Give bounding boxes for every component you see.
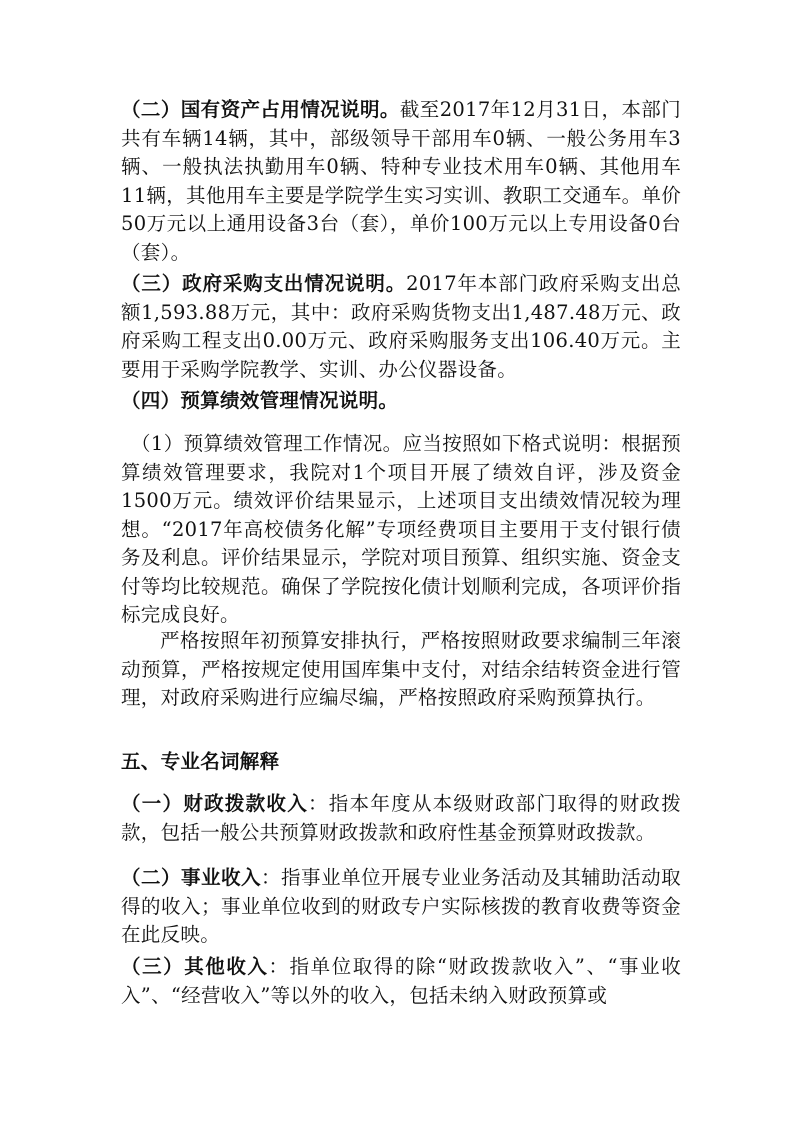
term-3-body: ：指单位取得的除“财政拨款收入”、“事业收入”、“经营收入”等以外的收入，包括未纳入财政预算或 xyxy=(121,955,681,1007)
assets-title: （二）国有资产占用情况说明。 xyxy=(121,98,400,121)
performance-heading: （四）预算绩效管理情况说明。 xyxy=(121,389,399,412)
term-2-title: （二）事业收入 xyxy=(121,866,262,889)
term-business-income xyxy=(121,864,681,950)
performance-paragraph-2: 严格按照年初预算安排执行，严格按照财政要求编制三年滚动预算，严格按规定使用国库集中支付，对结余结转资金进行管理，对政府采购进行应编尽编，严格按照政府采购预算执行。 xyxy=(121,629,681,709)
assets-body: 截至2017年12月31日，本部门共有车辆14辆，其中，部级领导干部用车0辆、一般公务用车3辆、一般执法执勤用车0辆、特种专业技术用车0辆、其他用车11辆，其他用车主要是学院学生实习实训、教职工交通车。单价50万元以上通用设备3台（套），单价100万元以上专用设备0台（套）。 xyxy=(121,98,682,264)
assets-paragraph xyxy=(121,96,681,267)
term-1-title: （一）财政拨款收入 xyxy=(121,792,308,815)
term-2-body: ：指事业单位开展专业业务活动及其辅助活动取得的收入；事业单位收到的财政专户实际核拨的教育收费等资金在此反映。 xyxy=(121,866,681,946)
term-1-body: ：指本年度从本级财政部门取得的财政拨款，包括一般公共预算财政拨款和政府性基金预算财政拨款。 xyxy=(121,792,682,844)
term-3-title: （三）其他收入 xyxy=(121,955,269,978)
procurement-paragraph xyxy=(121,270,681,384)
procurement-body: 2017年本部门政府采购支出总额1,593.88万元，其中：政府采购货物支出1,487.48万元、政府采购工程支出0.00万元、政府采购服务支出106.40万元。主要用于采购学院教学、实训、办公仪器设备。 xyxy=(121,272,681,381)
term-fiscal-appropriation xyxy=(121,790,681,847)
performance-paragraph-1: （1）预算绩效管理工作情况。应当按照如下格式说明：根据预算绩效管理要求，我院对1个项目开展了绩效自评，涉及资金1500万元。绩效评价结果显示，上述项目支出绩效情况较为理想。“2017年高校债务化解”专项经费项目主要用于支付银行债务及利息。评价结果显示，学院对项目预算、组织实施、资金支付等均比较规范。确保了学院按化债计划顺利完成，各项评价指标完成良好。 xyxy=(121,432,681,626)
section-five-heading: 五、专业名词解释 xyxy=(121,750,280,773)
term-other-income xyxy=(121,953,681,1010)
procurement-title: （三）政府采购支出情况说明。 xyxy=(121,272,407,295)
